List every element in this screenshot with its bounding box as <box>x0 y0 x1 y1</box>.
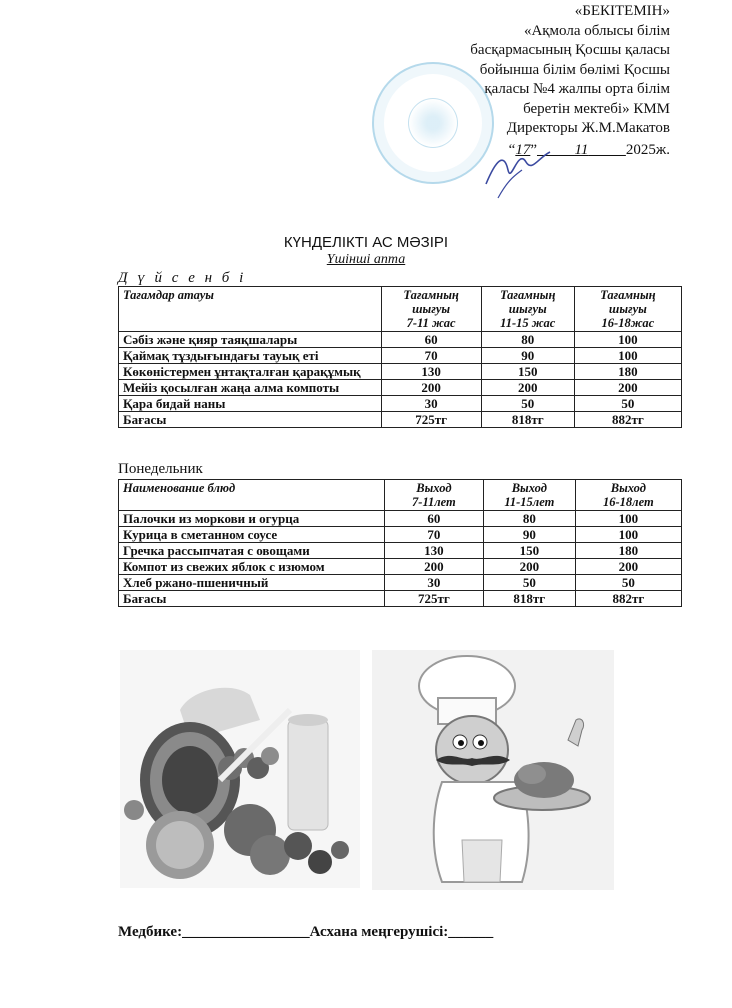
menu-title-block <box>0 234 732 268</box>
director-signature-icon <box>478 140 558 200</box>
header-portion-16-18: Выход 16-18лет <box>575 480 681 511</box>
day-label-kz: Д ү й с е н б і <box>118 270 247 286</box>
chef-with-tray-icon <box>372 650 614 890</box>
header-portion-11-15: Выход 11-15лет <box>483 480 575 511</box>
header-portion-7-11: Тағамның шығуы 7-11 жас <box>381 287 481 332</box>
table-row: Палочки из моркови и огурца 60 80 100 <box>119 511 682 527</box>
table-row: Сәбіз және қияр таяқшалары 60 80 100 <box>119 332 682 348</box>
price-row: Бағасы 725тг 818тг 882тг <box>119 591 682 607</box>
table-header-row <box>119 480 682 511</box>
date-day: 17 <box>515 141 531 158</box>
table-row: Қара бидай наны 30 50 50 <box>119 396 682 412</box>
approval-line: бойынша білім бөлімі Қосшы <box>479 61 670 78</box>
approval-line: басқармасының Қосшы қаласы <box>470 42 670 58</box>
header-portion-16-18: Тағамның шығуы 16-18жас <box>574 287 681 332</box>
approval-header: «БЕКІТЕМІН» <box>574 3 670 19</box>
nurse-signature-label: Медбике:_________________ <box>118 924 310 940</box>
food-still-life-icon <box>120 650 360 888</box>
header-dish-name: Наименование блюд <box>119 480 385 511</box>
menu-table-kz <box>118 286 682 428</box>
approval-line: беретін мектебі» КММ <box>523 100 670 117</box>
header-portion-7-11: Выход 7-11лет <box>384 480 483 511</box>
approval-block <box>470 2 670 160</box>
approval-line: «Ақмола облысы білім <box>523 22 670 39</box>
approval-date: “17” 11 2025ж. <box>508 141 670 158</box>
table-row: Хлеб ржано-пшеничный 30 50 50 <box>119 575 682 591</box>
header-dish-name: Тағамдар атауы <box>119 287 382 332</box>
approval-line: қаласы №4 жалпы орта білім <box>484 81 670 97</box>
official-stamp-icon <box>372 62 494 184</box>
table-row: Қаймақ тұздығындағы тауық еті 70 90 100 <box>119 348 682 364</box>
menu-table-ru <box>118 479 682 607</box>
header-portion-11-15: Тағамның шығуы 11-15 жас <box>481 287 574 332</box>
day-label-ru: Понедельник <box>118 461 203 477</box>
page-title: КҮНДЕЛІКТІ АС МӘЗІРІ <box>283 234 449 251</box>
table-row: Компот из свежих яблок с изюмом 200 200 200 <box>119 559 682 575</box>
kitchen-head-signature-label: Асхана меңгерушісі:______ <box>309 924 494 940</box>
week-subtitle: Үшінші апта <box>326 252 406 267</box>
table-row: Курица в сметанном соусе 70 90 100 <box>119 527 682 543</box>
table-row: Көкөністермен ұнтақталған қарақұмық 130 150 180 <box>119 364 682 380</box>
date-year: 2025ж. <box>625 141 670 158</box>
table-row: Гречка рассыпчатая с овощами 130 150 180 <box>119 543 682 559</box>
signature-footer <box>118 924 493 941</box>
director-name: Директоры Ж.М.Макатов <box>506 120 670 136</box>
table-header-row <box>119 287 682 332</box>
price-row: Бағасы 725тг 818тг 882тг <box>119 412 682 428</box>
table-row: Мейіз қосылған жаңа алма компоты 200 200 200 <box>119 380 682 396</box>
date-month: 11 <box>574 141 589 158</box>
